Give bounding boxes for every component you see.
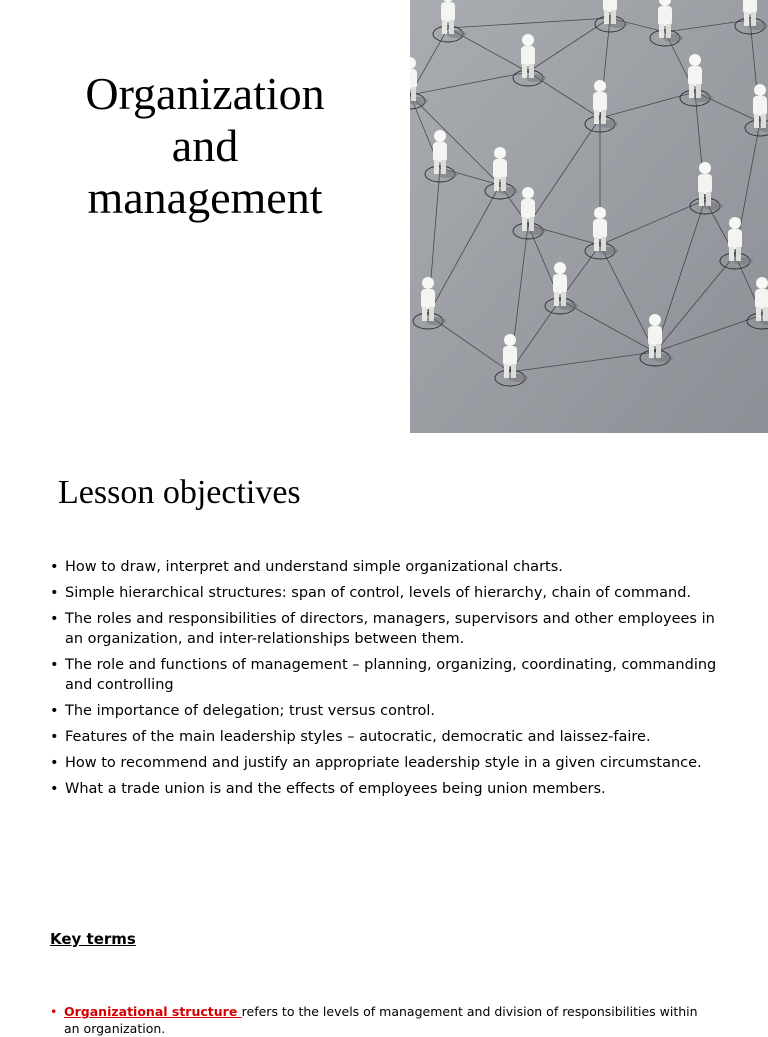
list-item: • Simple hierarchical structures: span of control, levels of hierarchy, chain of command. [50, 583, 730, 603]
list-item: • How to draw, interpret and understand simple organizational charts. [50, 557, 730, 577]
objectives-list [50, 557, 730, 805]
slide-title [55, 68, 355, 224]
list-item: • The role and functions of management – planning, organizing, coordinating, commanding and controlling [50, 655, 730, 695]
list-item: • Features of the main leadership styles – autocratic, democratic and laissez-faire. [50, 727, 730, 747]
key-term-definition: refers to the levels of management and division of responsibilities within an organization. [64, 1004, 698, 1036]
key-term-item [50, 1003, 700, 1037]
key-term-name: Organizational structure [64, 1004, 242, 1019]
list-item: • How to recommend and justify an appropriate leadership style in a given circumstance. [50, 753, 730, 773]
list-item: • The roles and responsibilities of directors, managers, supervisors and other employees in an organization, and inter-relationships between them. [50, 609, 730, 649]
key-terms-list [50, 1003, 700, 1037]
title-line: and [171, 120, 239, 171]
key-terms-heading: Key terms [50, 930, 136, 948]
network-people-image [410, 0, 768, 433]
title-line: management [87, 172, 323, 223]
title-line: Organization [85, 68, 325, 119]
list-item: • What a trade union is and the effects of employees being union members. [50, 779, 730, 799]
section-heading: Lesson objectives [58, 474, 301, 511]
list-item: • The importance of delegation; trust versus control. [50, 701, 730, 721]
title-slide [0, 0, 768, 433]
